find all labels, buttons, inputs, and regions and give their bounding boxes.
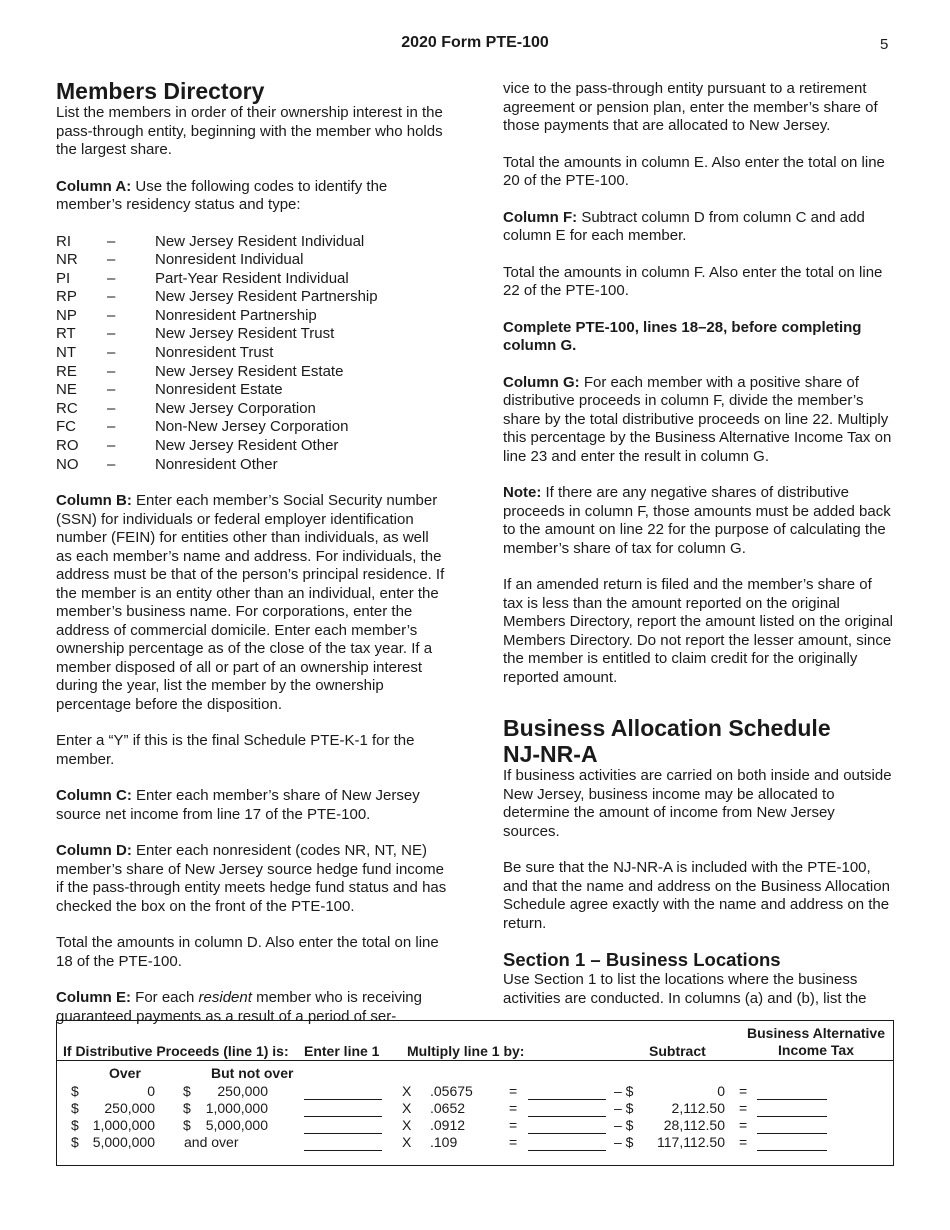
code-dash: – <box>107 437 116 455</box>
product-blank <box>528 1099 606 1100</box>
column-b-paragraph <box>56 492 448 714</box>
rate: .109 <box>430 1134 458 1150</box>
subtract-amount: 28,112.50 <box>663 1117 725 1133</box>
residency-code-row <box>56 437 448 456</box>
residency-description: New Jersey Resident Individual <box>155 232 365 250</box>
over-dollar-sign: $ <box>71 1134 79 1150</box>
equals-sign: = <box>509 1083 518 1099</box>
business-allocation-p1: If business activities are carried on both inside and outside New Jersey, business income may be allocated to determine the amount of income from New Jersey sources. <box>503 767 892 840</box>
column-a-text: Use the following codes to identify the member’s residency status and type: <box>56 177 388 213</box>
header-enter-line1: Enter line 1 <box>304 1043 380 1059</box>
residency-description: Nonresident Estate <box>155 381 283 399</box>
enter-line1-blank <box>304 1150 382 1151</box>
header-multiply: Multiply line 1 by: <box>407 1043 525 1059</box>
column-g-label: Column G: <box>503 373 580 391</box>
equals-sign: = <box>509 1134 518 1150</box>
page-number: 5 <box>880 36 889 53</box>
over-dollar-sign: $ <box>71 1083 79 1099</box>
residency-code: NR <box>56 251 78 269</box>
column-f-total-paragraph: Total the amounts in column F. Also enter the total on line 22 of the PTE-100. <box>503 263 883 299</box>
equals-sign-2: = <box>739 1117 748 1133</box>
residency-description: New Jersey Resident Other <box>155 437 339 455</box>
header-bait-line2: Income Tax <box>778 1042 854 1058</box>
residency-code: FC <box>56 418 76 436</box>
over-amount: 250,000 <box>104 1100 155 1116</box>
code-dash: – <box>107 418 116 436</box>
residency-description: Nonresident Trust <box>155 344 274 362</box>
code-dash: – <box>107 362 116 380</box>
subtract-amount: 0 <box>717 1083 725 1099</box>
enter-line1-blank <box>304 1116 382 1117</box>
column-e-post: member who is receiving guaranteed payments as a result of a period of ser- <box>56 989 422 1025</box>
residency-code: RO <box>56 437 79 455</box>
equals-sign-2: = <box>739 1100 748 1116</box>
bait-result-blank <box>757 1116 827 1117</box>
code-dash: – <box>107 381 116 399</box>
code-dash: – <box>107 269 116 287</box>
residency-description: Part-Year Resident Individual <box>155 269 349 287</box>
equals-sign-2: = <box>739 1083 748 1099</box>
subheader-but-not-over: But not over <box>211 1065 294 1081</box>
over-amount: 5,000,000 <box>92 1134 155 1150</box>
over-dollar-sign: $ <box>71 1100 79 1116</box>
subtract-amount: 2,112.50 <box>671 1100 725 1116</box>
multiply-x: X <box>402 1134 412 1150</box>
header-bait-line1: Business Alternative <box>747 1025 885 1041</box>
column-a-paragraph <box>56 178 448 215</box>
equals-sign-2: = <box>739 1134 748 1150</box>
subtract-amount: 117,112.50 <box>657 1134 725 1150</box>
but-not-over-amount: and over <box>184 1134 239 1150</box>
column-f-paragraph <box>503 209 895 246</box>
bait-tax-table <box>56 1020 894 1166</box>
column-d-total-paragraph: Total the amounts in column D. Also enter the total on line 18 of the PTE-100. <box>56 934 439 970</box>
minus-dollar: – $ <box>614 1117 634 1133</box>
residency-code-row <box>56 344 448 363</box>
residency-code-row <box>56 251 448 270</box>
enter-line1-blank <box>304 1099 382 1100</box>
column-e-total-paragraph: Total the amounts in column E. Also enter the total on line 20 of the PTE-100. <box>503 153 885 189</box>
residency-code-row <box>56 233 448 252</box>
but-not-over-amount: 1,000,000 <box>205 1100 268 1116</box>
minus-dollar: – $ <box>614 1100 634 1116</box>
residency-code-row <box>56 270 448 289</box>
residency-code-row <box>56 381 448 400</box>
column-a-label: Column A: <box>56 177 132 195</box>
over-amount: 1,000,000 <box>92 1117 155 1133</box>
column-d-text: Enter each nonresident (codes NR, NT, NE) member’s share of New Jersey source hedge fund income if the pass-through entity meets hedge fund status and has checked the box on the front of the PTE-100. <box>56 842 447 915</box>
section1-text: Use Section 1 to list the locations where the business activities are conducted. In columns (a) and (b), list the <box>503 971 867 1007</box>
column-g-text: For each member with a positive share of distributive proceeds in column F, divide the member’s share by the total distributive proceeds on line 22. Multiply this percentage by the Business Alternative Income Tax on line 23 and enter the result in column G. <box>503 373 892 465</box>
column-d-label: Column D: <box>56 842 132 860</box>
code-dash: – <box>107 344 116 362</box>
column-b-text: Enter each member’s Social Security number (SSN) for individuals or federal employer identification number (FEIN) for entities other than individuals, as well as each member’s name and address. For individuals, the address must be that of the person’s principal residence. If the member is an entity other than an individual, enter the member’s business name. For corporations, enter the address of commercial domicile. Enter each member’s ownership percentage as of the close of the tax year. If a member disposed of all or part of an ownership interest during the year, list the member by the ownership percentage before the disposition. <box>56 492 445 713</box>
complete-note-text: Complete PTE-100, lines 18–28, before completing column G. <box>503 318 862 354</box>
residency-description: New Jersey Resident Trust <box>155 325 335 343</box>
code-dash: – <box>107 306 116 324</box>
column-e-continued: vice to the pass-through entity pursuant to a retirement agreement or pension plan, enter the member’s share of those payments that are allocated to New Jersey. <box>503 80 878 134</box>
rate: .0652 <box>430 1100 466 1116</box>
residency-description: Nonresident Partnership <box>155 306 317 324</box>
left-column <box>56 78 448 1044</box>
residency-code: NO <box>56 455 79 473</box>
equals-sign: = <box>509 1100 518 1116</box>
business-allocation-p2: Be sure that the NJ-NR-A is included with the PTE-100, and that the name and address on the Business Allocation Schedule agree exactly with the name and address on the return. <box>503 859 890 932</box>
column-c-text: Enter each member’s share of New Jersey source net income from line 17 of the PTE-100. <box>56 787 420 823</box>
header-subtract: Subtract <box>649 1043 706 1059</box>
residency-code-row <box>56 288 448 307</box>
column-d-paragraph <box>56 842 448 916</box>
bait-result-blank <box>757 1099 827 1100</box>
right-column <box>503 80 895 1026</box>
residency-description: New Jersey Resident Partnership <box>155 288 378 306</box>
page-header: 2020 Form PTE-100 <box>401 34 549 51</box>
note-label: Note: <box>503 484 542 501</box>
residency-code: RE <box>56 362 77 380</box>
residency-code-row <box>56 400 448 419</box>
residency-code: NE <box>56 381 77 399</box>
residency-code-row <box>56 325 448 344</box>
product-blank <box>528 1116 606 1117</box>
code-dash: – <box>107 232 116 250</box>
rate: .0912 <box>430 1117 466 1133</box>
subheader-over: Over <box>109 1065 141 1081</box>
residency-code-row <box>56 363 448 382</box>
column-e-pre: For each <box>131 989 199 1007</box>
bait-result-blank <box>757 1150 827 1151</box>
code-dash: – <box>107 455 116 473</box>
code-dash: – <box>107 288 116 306</box>
over-dollar-sign: $ <box>71 1117 79 1133</box>
complete-note <box>503 319 895 356</box>
code-dash: – <box>107 251 116 269</box>
residency-description: Nonresident Individual <box>155 251 304 269</box>
amended-paragraph: If an amended return is filed and the member’s share of tax is less than the amount reported on the original Members Directory, report the amount listed on the original Members Directory. Do not report the lesser amount, since the member is entitled to claim credit for the originally reported amount. <box>503 576 893 686</box>
bait-result-blank <box>757 1133 827 1134</box>
code-dash: – <box>107 399 116 417</box>
residency-code: NT <box>56 344 76 362</box>
column-c-label: Column C: <box>56 787 132 805</box>
residency-code: RC <box>56 399 78 417</box>
residency-code-row <box>56 307 448 326</box>
column-e-italic: resident <box>198 989 252 1007</box>
column-f-label: Column F: <box>503 208 578 226</box>
section1-title: Section 1 – Business Locations <box>503 949 781 970</box>
column-f-text: Subtract column D from column C and add column E for each member. <box>503 208 865 244</box>
residency-description: Nonresident Other <box>155 455 278 473</box>
code-dash: – <box>107 325 116 343</box>
final-k1-paragraph: Enter a “Y” if this is the final Schedule PTE-K-1 for the member. <box>56 732 415 768</box>
residency-code-row <box>56 418 448 437</box>
residency-code: NP <box>56 306 77 324</box>
note-paragraph <box>503 484 895 558</box>
multiply-x: X <box>402 1117 412 1133</box>
product-blank <box>528 1150 606 1151</box>
bno-dollar-sign: $ <box>183 1083 191 1099</box>
members-directory-intro: List the members in order of their ownership interest in the pass-through entity, beginning with the member who holds the largest share. <box>56 104 443 158</box>
business-allocation-title: Business Allocation Schedule NJ-NR-A <box>503 715 831 767</box>
residency-code: RT <box>56 325 76 343</box>
product-blank <box>528 1133 606 1134</box>
residency-code: RP <box>56 288 77 306</box>
residency-description: Non-New Jersey Corporation <box>155 418 349 436</box>
residency-code-row <box>56 456 448 475</box>
minus-dollar: – $ <box>614 1134 634 1150</box>
but-not-over-amount: 250,000 <box>217 1083 268 1099</box>
column-b-label: Column B: <box>56 492 132 510</box>
but-not-over-amount: 5,000,000 <box>205 1117 268 1133</box>
column-g-paragraph <box>503 374 895 467</box>
multiply-x: X <box>402 1083 412 1099</box>
enter-line1-blank <box>304 1133 382 1134</box>
residency-code: PI <box>56 269 71 287</box>
column-e-label: Column E: <box>56 989 131 1007</box>
bno-dollar-sign: $ <box>183 1100 191 1116</box>
header-if-dp: If Distributive Proceeds (line 1) is: <box>63 1043 289 1059</box>
multiply-x: X <box>402 1100 412 1116</box>
column-c-paragraph <box>56 787 448 824</box>
rate: .05675 <box>430 1083 473 1099</box>
tax-table-header <box>57 1021 893 1061</box>
residency-description: New Jersey Corporation <box>155 399 316 417</box>
members-directory-title: Members Directory <box>56 78 265 104</box>
bno-dollar-sign: $ <box>183 1117 191 1133</box>
residency-code: RI <box>56 232 71 250</box>
residency-code-list <box>56 233 448 475</box>
note-text: If there are any negative shares of distributive proceeds in column F, those amounts must be added back to the amount on line 22 for the purpose of calculating the member’s share of tax for column G. <box>503 484 891 557</box>
over-amount: 0 <box>147 1083 155 1099</box>
minus-dollar: – $ <box>614 1083 634 1099</box>
residency-description: New Jersey Resident Estate <box>155 362 344 380</box>
equals-sign: = <box>509 1117 518 1133</box>
